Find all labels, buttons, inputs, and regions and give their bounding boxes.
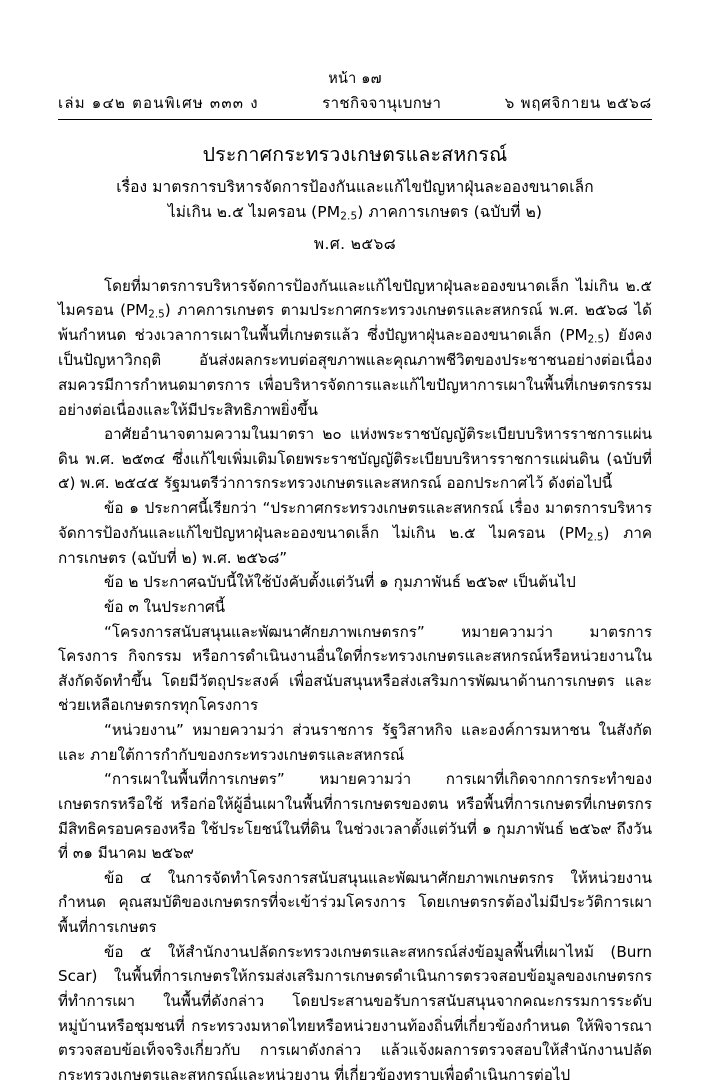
p1-line-c-pre: ช่วงเวลาการเผาในพื้นที่เกษตรแล้ว ซึ่งปัญหาฝุ่นละอองขนาดเล็ก (PM — [134, 326, 588, 345]
pm-subscript: 2.5 — [148, 308, 165, 321]
clause-5 — [58, 940, 652, 1087]
clause-4 — [58, 866, 652, 940]
pm-subscript: 2.5 — [587, 530, 604, 543]
d1-line-c: เพื่อสนับสนุนหรือส่งเสริมการพัฒนาด้านการเกษตร และช่วยเหลือเกษตรกรทุกโครงการ — [58, 671, 652, 715]
definition-agency — [58, 718, 652, 767]
p1-line-a: โดยที่มาตรการบริหารจัดการป้องกันและแก้ไขปัญหาฝุ่นละอองขนาดเล็ก ไม่เกิน ๒.๕ ไมครอน — [58, 276, 652, 320]
subject-line-2-pre: ไม่เกิน ๒.๕ ไมครอน (PM — [167, 202, 341, 221]
p2-line-a: อาศัยอำนาจตามความในมาตรา ๒๐ แห่งพระราชบัญญัติระเบียบบริหารราชการแผ่นดิน — [58, 425, 652, 468]
definition-burning — [58, 767, 652, 866]
c5-line-e: การเผาดังกล่าว แล้วแจ้งผลการตรวจสอบให้สำนักงานปลัดกระทรวงเกษตรและสหกรณ์และหน่วยงาน — [58, 1041, 652, 1084]
title-block — [58, 140, 652, 257]
c4-line-b: คุณสมบัติของเกษตรกรที่จะเข้าร่วมโครงการ โดยเกษตรกรต้องไม่มีประวัติการเผาพื้นที่การเกษตร — [58, 893, 652, 937]
p2-line-c: พ.ศ. ๒๕๔๕ รัฐมนตรีว่าการกระทรวงเกษตรและสหกรณ์ ออกประกาศไว้ ดังต่อไปนี้ — [80, 474, 613, 493]
pm-subscript: 2.5 — [340, 209, 358, 222]
c4-line-a: ข้อ ๔ ในการจัดทำโครงการสนับสนุนและพัฒนาศักยภาพเกษตรกร ให้หน่วยงานกำหนด — [58, 868, 652, 912]
d1-line-a: “โครงการสนับสนุนและพัฒนาศักยภาพเกษตรกร” หมายความว่า มาตรการ โครงการ กิจกรรม — [58, 622, 652, 666]
c1-line-b-pre: จัดการป้องกันและแก้ไขปัญหาฝุ่นละอองขนาดเล็ก ไม่เกิน ๒.๕ ไมครอน (PM — [58, 523, 588, 542]
c1-line-b-post: ) ภาคการเกษตร — [58, 523, 653, 567]
c5-line-c: ในพื้นที่ดังกล่าว โดยประสานขอรับการสนับสนุนจากคณะกรรมการระดับหมู่บ้านหรือชุมชนที่ — [58, 991, 653, 1035]
clause-3: ข้อ ๓ ในประกาศนี้ — [104, 597, 226, 616]
document-body — [58, 274, 652, 1087]
page-number: หน้า ๑๗ — [328, 71, 382, 87]
c5-line-b: ในพื้นที่การเกษตรให้กรมส่งเสริมการเกษตรดำเนินการตรวจสอบข้อมูลของเกษตรกรที่ทำการเผา — [58, 967, 652, 1010]
page-title: ประกาศกระทรวงเกษตรและสหกรณ์ — [202, 142, 508, 166]
p1-line-e: เพื่อบริหารจัดการและแก้ไขปัญหาการเผาในพื้นที่เกษตรกรรมอย่างต่อเนื่องและให้มีประสิทธิภาพยิ่งขึ้น — [58, 375, 652, 419]
c5-line-a: ข้อ ๕ ให้สำนักงานปลัดกระทรวงเกษตรและสหกรณ์ส่งข้อมูลพื้นที่เผาไหม้ (Burn Scar) — [58, 942, 652, 986]
d3-line-b: หรือก่อให้ผู้อื่นเผาในพื้นที่การเกษตรของตน หรือพื้นที่การเกษตรที่เกษตรกรมีสิทธิครอบครองหรือ — [58, 794, 653, 838]
volume-info: เล่ม ๑๔๒ ตอนพิเศษ ๓๓๓ ง — [58, 93, 259, 112]
p1-line-c-post: ) ยังคงเป็นปัญหาวิกฤติ — [58, 326, 652, 370]
c5-line-d: กระทรวงมหาดไทยหรือหน่วยงานท้องถิ่นที่เกี่ยวข้องกำหนด ให้พิจารณาตรวจสอบข้อเท็จจริงเกี่ยวกับ — [58, 1016, 652, 1060]
d3-line-a: “การเผาในพื้นที่การเกษตร” หมายความว่า การเผาที่เกิดจากการกระทำของเกษตรกรหรือใช้ — [58, 770, 652, 813]
pm-subscript: 2.5 — [587, 333, 605, 346]
d2-line-a: “หน่วยงาน” หมายความว่า ส่วนราชการ รัฐวิสาหกิจ และองค์การมหาชน ในสังกัดและ — [58, 721, 652, 764]
d3-line-c: ใช้ประโยชน์ในที่ดิน ในช่วงเวลาตั้งแต่วันที่ ๑ กุมภาพันธ์ ๒๕๖๙ ถึงวันที่ ๓๑ มีนาคม ๒๕๖๙ — [58, 819, 653, 863]
paragraph-authority — [58, 422, 652, 496]
publication-date: ๖ พฤศจิกายน ๒๕๖๘ — [504, 93, 652, 112]
subject-line-2 — [58, 200, 652, 225]
c5-line-f: ที่เกี่ยวข้องทราบเพื่อดำเนินการต่อไป — [334, 1065, 571, 1084]
d2-line-b: ภายใต้การกำกับของกระทรวงเกษตรและสหกรณ์ — [90, 745, 405, 764]
definition-project-support — [58, 620, 652, 719]
p2-line-b: พ.ศ. ๒๕๓๔ ซึ่งแก้ไขเพิ่มเติมโดยพระราชบัญญัติระเบียบบริหารราชการแผ่นดิน (ฉบับที่ ๕) — [58, 449, 652, 493]
page-content — [58, 70, 652, 1087]
subject-line-2-post: ) ภาคการเกษตร (ฉบับที่ ๒) — [357, 202, 543, 221]
clause-2: ข้อ ๒ ประกาศฉบับนี้ให้ใช้บังคับตั้งแต่วันที่ ๑ กุมภาพันธ์ ๒๕๖๙ เป็นต้นไป — [104, 573, 576, 592]
subject-line-1: เรื่อง มาตรการบริหารจัดการป้องกันและแก้ไขปัญหาฝุ่นละอองขนาดเล็ก — [116, 177, 594, 196]
clause-1 — [58, 496, 652, 570]
paragraph-preamble — [58, 274, 652, 423]
d1-line-b: หรือการดำเนินงานอื่นใดที่กระทรวงเกษตรและสหกรณ์หรือหน่วยงานในสังกัดจัดทำขึ้น โดยมีวัตถุประสงค์ — [58, 647, 652, 690]
c1-line-c: (ฉบับที่ ๒) พ.ศ. ๒๕๖๘” — [131, 548, 288, 567]
gazette-header — [58, 91, 652, 115]
c1-line-a: ข้อ ๑ ประกาศนี้เรียกว่า “ประกาศกระทรวงเกษตรและสหกรณ์ เรื่อง มาตรการบริหาร — [104, 499, 652, 517]
p1-line-d: อันส่งผลกระทบต่อสุขภาพและคุณภาพชีวิตของประชาชนอย่างต่อเนื่อง สมควรมีการกำหนดมาตรการ — [58, 351, 652, 394]
header-divider — [58, 119, 652, 120]
p1-line-b-pre: (PM — [120, 301, 149, 320]
p1-line-b-post: ) ภาคการเกษตร ตามประกาศกระทรวงเกษตรและสหกรณ์ พ.ศ. ๒๕๖๘ ได้พ้นกำหนด — [58, 301, 652, 345]
gazette-name: ราชกิจจานุเบกษา — [322, 93, 442, 112]
document-year: พ.ศ. ๒๕๖๘ — [313, 234, 397, 253]
